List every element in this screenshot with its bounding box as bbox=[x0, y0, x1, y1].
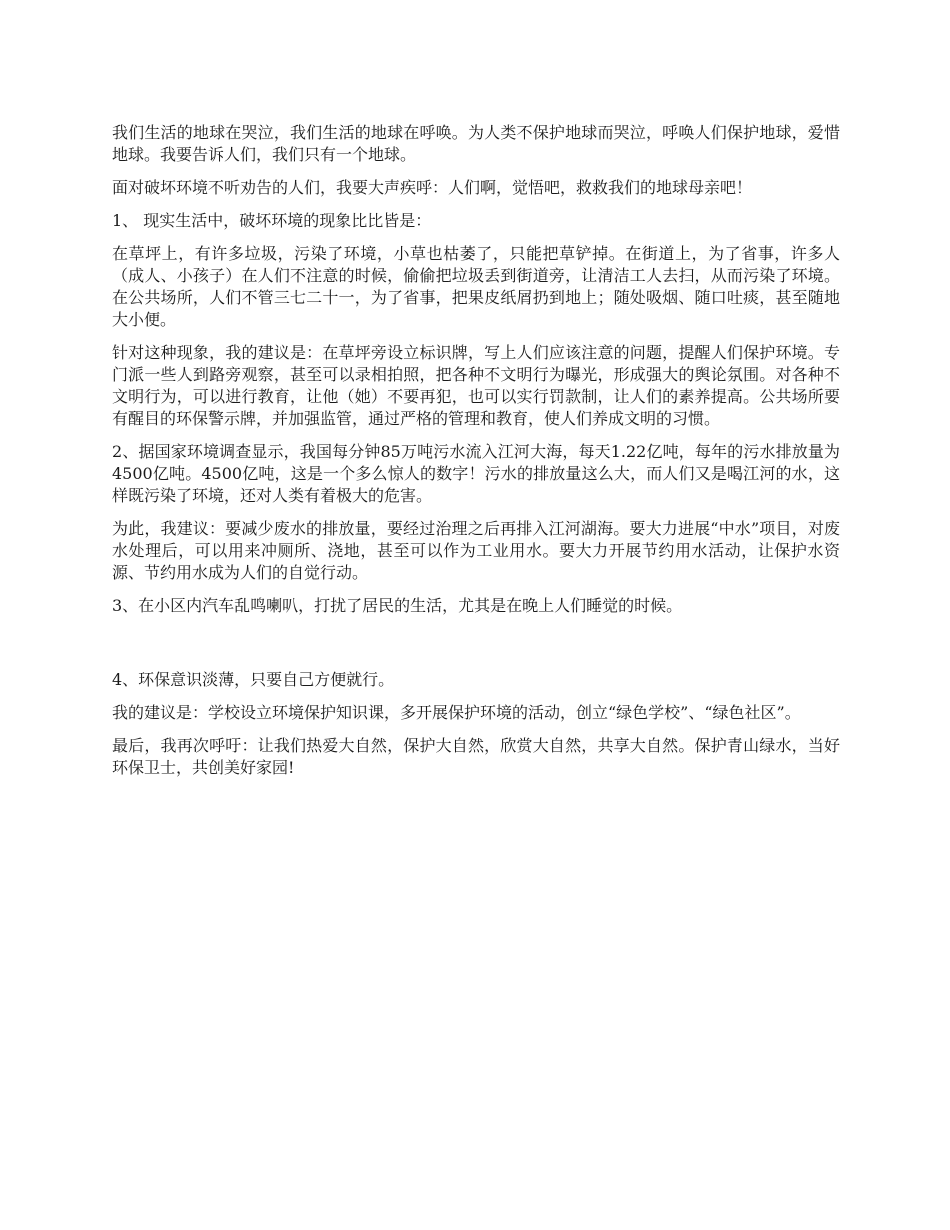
paragraph-point-1-heading: 1、 现实生活中，破坏环境的现象比比皆是： bbox=[112, 211, 432, 230]
paragraph-intro: 我们生活的地球在哭泣，我们生活的地球在呼唤。为人类不保护地球而哭泣，呼唤人们保护地球，爱惜地球。我要告诉人们，我们只有一个地球。 bbox=[112, 123, 840, 164]
paragraph-conclusion: 最后，我再次呼吁：让我们热爱大自然，保护大自然，欣赏大自然，共享大自然。保护青山绿水，当好环保卫士，共创美好家园! bbox=[112, 736, 840, 777]
paragraph-point-4: 4、环保意识淡薄，只要自己方便就行。 bbox=[112, 670, 395, 689]
paragraph-point-1-detail: 在草坪上，有许多垃圾，污染了环境，小草也枯萎了，只能把草铲掉。在街道上，为了省事，许多人（成人、小孩子）在人们不注意的时候，偷偷把垃圾丢到街道旁，让清洁工人去扫，从而污染了环境。在公共场所，人们不管三七二十一，为了省事，把果皮纸屑扔到地上；随处吸烟、随口吐痰，甚至随地大小便。 bbox=[112, 244, 840, 329]
blank-spacer bbox=[112, 628, 840, 669]
document-body bbox=[112, 122, 840, 790]
paragraph-point-2-detail: 2、据国家环境调查显示，我国每分钟85万吨污水流入江河大海，每天1.22亿吨，每年的污水排放量为4500亿吨。4500亿吨，这是一个多么惊人的数字！污水的排放量这么大，而人们又是喝江河的水，这样既污染了环境，还对人类有着极大的危害。 bbox=[112, 442, 840, 505]
paragraph-point-2-suggestion: 为此，我建议：要减少废水的排放量，要经过治理之后再排入江河湖海。要大力进展“中水”项目，对废水处理后，可以用来冲厕所、浇地，甚至可以作为工业用水。要大力开展节约用水活动，让保护水资源、节约用水成为人们的自觉行动。 bbox=[112, 519, 840, 582]
paragraph-point-3: 3、在小区内汽车乱鸣喇叭，打扰了居民的生活，尤其是在晚上人们睡觉的时候。 bbox=[112, 596, 683, 615]
paragraph-appeal: 面对破坏环境不听劝告的人们，我要大声疾呼：人们啊，觉悟吧，救救我们的地球母亲吧！ bbox=[112, 178, 753, 197]
paragraph-point-1-suggestion: 针对这种现象，我的建议是：在草坪旁设立标识牌，写上人们应该注意的问题，提醒人们保护环境。专门派一些人到路旁观察，甚至可以录相拍照，把各种不文明行为曝光，形成强大的舆论氛围。对各种不文明行为，可以进行教育，让他（她）不要再犯，也可以实行罚款制，让人们的素养提高。公共场所要有醒目的环保警示牌，并加强监管，通过严格的管理和教育，使人们养成文明的习惯。 bbox=[112, 343, 840, 428]
paragraph-point-4-suggestion: 我的建议是：学校设立环境保护知识课，多开展保护环境的活动，创立“绿色学校”、“绿色社区”。 bbox=[112, 703, 801, 722]
